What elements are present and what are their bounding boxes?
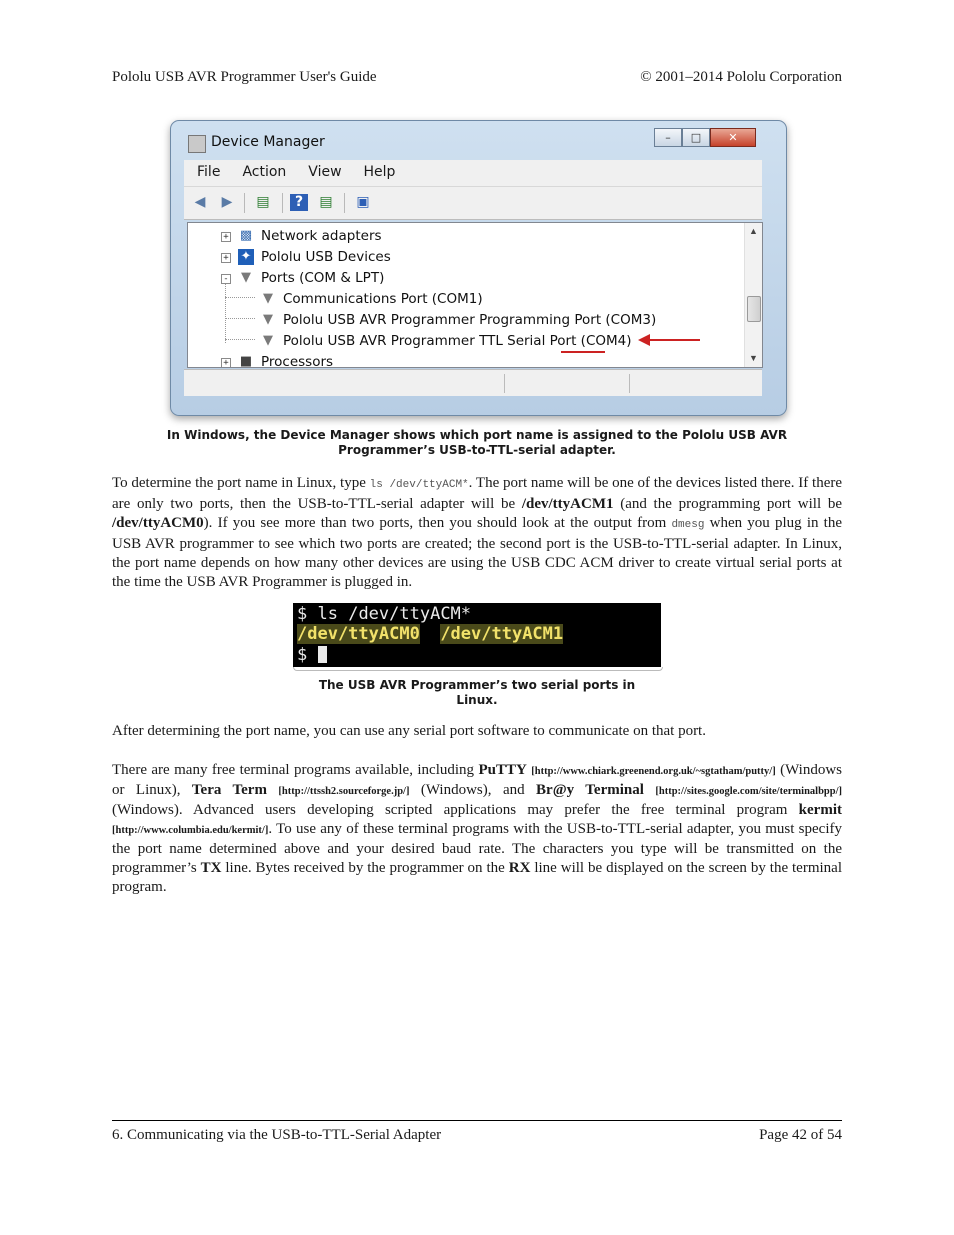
program-name-putty: PuTTY <box>478 762 527 778</box>
tree-item-com1[interactable] <box>188 290 748 310</box>
expand-icon[interactable]: + <box>221 232 231 242</box>
window-controls <box>654 128 756 147</box>
window-title: Device Manager <box>211 134 325 150</box>
device-manager-icon <box>188 135 206 153</box>
network-adapter-icon: ▩ <box>239 228 253 243</box>
port-icon: ▼ <box>263 291 273 306</box>
red-arrow-icon <box>638 332 702 348</box>
maximize-icon[interactable]: □ <box>682 128 710 147</box>
paragraph-terminal-programs: There are many free terminal programs available, including PuTTY [http://www.chiark.greenend.org.uk/~sgtatham/putty/] (Windows or Linux), Tera Term [http://ttssh2.sourceforge.jp/] (Windows), and Br@y Terminal [http://sites.google.com/site/terminalbpp/] (Windows). Advanced users developing scripted applications may prefer the free terminal program kermit [http://www.columbia.edu/kermit/]. To use any of these terminal programs with the USB-to-TTL-serial adapter, you must specify the port name determined above and your desired baud rate. The characters you type will be transmitted on the programmer’s TX line. Bytes received by the programmer on the RX line will be displayed on the screen by the terminal program. <box>112 762 843 895</box>
link-bray-terminal[interactable]: [http://sites.google.com/site/terminalbpp/] <box>655 786 843 797</box>
footer-page-number: Page 42 of 54 <box>759 1127 842 1143</box>
port-icon: ▼ <box>263 333 273 348</box>
terminal-screenshot <box>293 603 661 667</box>
usb-device-icon: ✦ <box>238 249 254 265</box>
tree-item-ports[interactable] <box>188 269 748 289</box>
tree-item-label: Pololu USB AVR Programmer TTL Serial Port (COM4) <box>283 333 632 349</box>
tree-item-label: Ports (COM & LPT) <box>261 270 385 286</box>
bold-term: /dev/ttyACM1 <box>521 496 614 512</box>
tree-item-label: Communications Port (COM1) <box>283 291 483 307</box>
tree-item-com3[interactable] <box>188 311 748 331</box>
menu-file[interactable]: File <box>197 164 221 180</box>
bold-term-tx: TX <box>200 860 222 876</box>
paragraph-serial-software: After determining the port name, you can use any serial port software to communicate on that port. <box>112 723 706 739</box>
bold-term: /dev/ttyACM0 <box>112 515 204 531</box>
terminal-output-acm1: /dev/ttyACM1 <box>440 624 564 644</box>
back-icon[interactable]: ◀ <box>194 194 206 210</box>
menu-view[interactable]: View <box>308 164 342 180</box>
terminal-window-edge <box>293 667 663 671</box>
forward-icon[interactable]: ▶ <box>221 194 233 210</box>
running-header-copyright: © 2001–2014 Pololu Corporation <box>640 69 842 85</box>
vertical-scrollbar[interactable] <box>744 223 762 367</box>
tree-item-label: Network adapters <box>261 228 382 244</box>
program-name-bray-terminal: Br@y Terminal <box>536 782 644 798</box>
running-header-title: Pololu USB AVR Programmer User's Guide <box>112 69 377 85</box>
inline-code: ls /dev/ttyACM* <box>369 479 469 491</box>
collapse-icon[interactable]: - <box>221 274 231 284</box>
footer-section: 6. Communicating via the USB-to-TTL-Serial Adapter <box>112 1127 442 1143</box>
terminal-output-acm0: /dev/ttyACM0 <box>297 624 420 644</box>
menu-bar <box>184 160 762 187</box>
tree-item-label: Processors <box>261 354 334 368</box>
terminal-prompt-line: $ <box>297 645 327 665</box>
minimize-icon[interactable]: – <box>654 128 682 147</box>
terminal-command-line: $ ls /dev/ttyACM* <box>297 604 472 624</box>
properties-icon[interactable]: ▤ <box>256 194 270 210</box>
link-putty[interactable]: [http://www.chiark.greenend.org.uk/~sgtatham/putty/] <box>531 766 776 777</box>
scan-hardware-icon[interactable]: ▣ <box>356 194 370 210</box>
scroll-down-icon[interactable]: ▼ <box>749 353 758 363</box>
footer-rule <box>112 1120 842 1121</box>
terminal-cursor <box>318 646 327 663</box>
paragraph-linux-port: To determine the port name in Linux, type ls /dev/ttyACM*. The port name will be one of the devices listed there. If there are only two ports, then the USB-to-TTL-serial adapter will be /dev/ttyACM1 (and the programming port will be /dev/ttyACM0). If you see more than two ports, then you should look at the output from dmesg when you plug in the USB AVR programmer to see which two ports are created; the second port is the USB-to-TTL-serial adapter. In Linux, the port name depends on how many other devices are using the USB CDC ACM driver to create virtual serial ports at the time the USB AVR Programmer is plugged in. <box>112 475 843 590</box>
tree-item-processors[interactable] <box>188 353 748 368</box>
processor-icon: ■ <box>239 354 253 368</box>
toolbar <box>184 187 762 220</box>
update-driver-icon[interactable]: ▤ <box>319 194 333 210</box>
expand-icon[interactable]: + <box>221 358 231 368</box>
scroll-up-icon[interactable]: ▲ <box>749 226 758 236</box>
menu-help[interactable]: Help <box>363 164 396 180</box>
help-icon[interactable]: ? <box>290 194 308 211</box>
tree-item-pololu-usb-devices[interactable] <box>188 248 748 268</box>
tree-item-label: Pololu USB AVR Programmer Programming Port (COM3) <box>283 312 657 328</box>
link-kermit[interactable]: [http://www.columbia.edu/kermit/] <box>112 825 269 836</box>
expand-icon[interactable]: + <box>221 253 231 263</box>
figure-caption-device-manager: In Windows, the Device Manager shows which port name is assigned to the Pololu USB AVR Programmer’s USB-to-TTL-serial adapter. <box>166 428 788 457</box>
tree-item-label: Pololu USB Devices <box>261 249 391 265</box>
port-icon: ▼ <box>263 312 273 327</box>
inline-code: dmesg <box>671 519 705 531</box>
figure-caption-terminal: The USB AVR Programmer’s two serial ports in Linux. <box>318 678 636 707</box>
close-icon[interactable]: ✕ <box>710 128 756 147</box>
terminal-output-line <box>297 624 563 644</box>
bold-term-rx: RX <box>508 860 531 876</box>
status-bar <box>184 369 762 396</box>
tree-item-network-adapters[interactable] <box>188 227 748 247</box>
scroll-thumb[interactable] <box>747 296 761 322</box>
menu-action[interactable]: Action <box>242 164 287 180</box>
link-tera-term[interactable]: [http://ttssh2.sourceforge.jp/] <box>278 786 410 797</box>
port-icon: ▼ <box>241 270 251 285</box>
program-name-tera-term: Tera Term <box>191 782 267 798</box>
program-name-kermit: kermit <box>798 802 842 818</box>
